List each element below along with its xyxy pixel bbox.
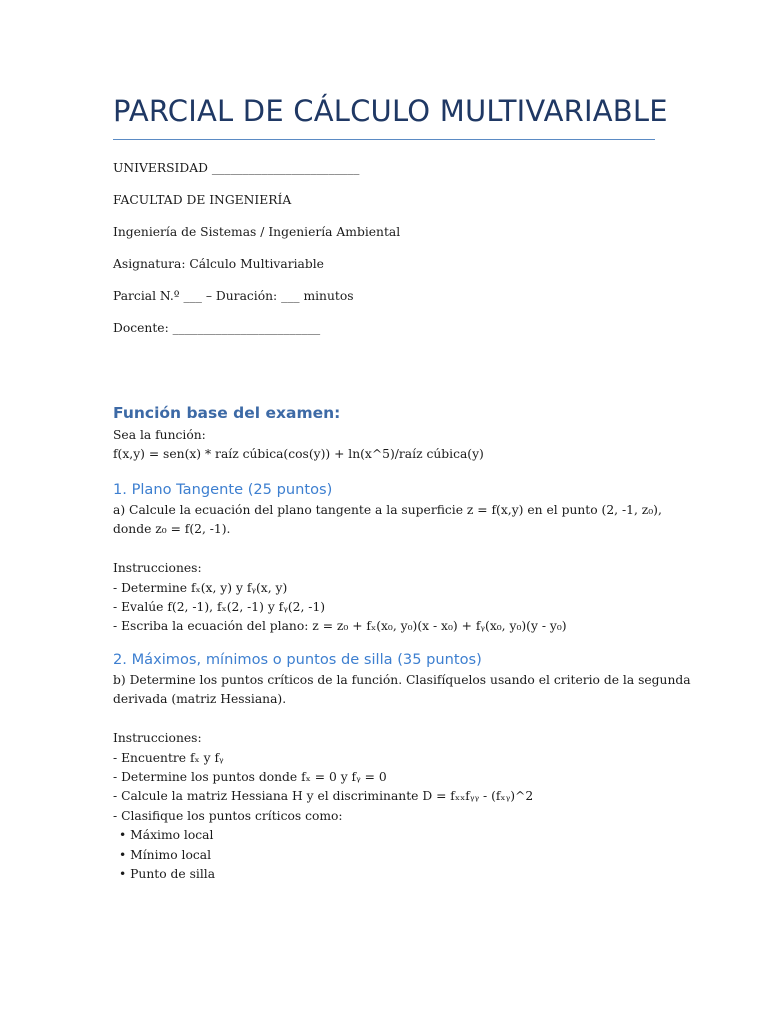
- q2-statement-cont: derivada (matriz Hessiana).: [113, 692, 287, 707]
- question-1-heading: 1. Plano Tangente (25 puntos): [113, 481, 333, 498]
- q2-instruction: - Determine los puntos donde fₓ = 0 y fᵧ = 0: [113, 770, 387, 785]
- base-function-block: [113, 426, 673, 465]
- teacher-line: Docente: ________________________: [113, 321, 321, 335]
- question-1-block: [113, 501, 673, 637]
- subject-line: Asignatura: Cálculo Multivariable: [113, 257, 324, 271]
- q1-instruction: - Evalúe f(2, -1), fₓ(2, -1) y fᵧ(2, -1): [113, 600, 326, 615]
- title-underline: [113, 139, 655, 140]
- university-line: UNIVERSIDAD ________________________: [113, 161, 360, 175]
- q2-instruction: - Encuentre fₓ y fᵧ: [113, 750, 224, 765]
- exam-number-line: Parcial N.º ___ – Duración: ___ minutos: [113, 289, 354, 303]
- q2-classification-item: • Mínimo local: [119, 847, 211, 862]
- faculty-line: FACULTAD DE INGENIERÍA: [113, 193, 292, 207]
- q2-instruction: - Clasifique los puntos críticos como:: [113, 808, 343, 823]
- q2-statement: b) Determine los puntos críticos de la función. Clasifíquelos usando el criterio de la segunda: [113, 673, 691, 687]
- q2-classification-item: • Máximo local: [119, 828, 214, 843]
- q2-classification-item: • Punto de silla: [119, 867, 216, 882]
- base-function-heading: Función base del examen:: [113, 404, 341, 422]
- question-2-heading: 2. Máximos, mínimos o puntos de silla (35 puntos): [113, 651, 482, 668]
- base-function: f(x,y) = sen(x) * raíz cúbica(cos(y)) + ln(x^5)/raíz cúbica(y): [113, 447, 484, 462]
- q1-instruction: - Escriba la ecuación del plano: z = z₀ + fₓ(x₀, y₀)(x - x₀) + fᵧ(x₀, y₀)(y - y₀): [113, 619, 567, 634]
- q1-instruction: - Determine fₓ(x, y) y fᵧ(x, y): [113, 580, 288, 595]
- q2-instruction: - Calcule la matriz Hessiana H y el discriminante D = fₓₓfᵧᵧ - (fₓᵧ)^2: [113, 789, 534, 804]
- question-2-block: [113, 671, 691, 884]
- base-intro: Sea la función:: [113, 428, 206, 442]
- q1-statement: a) Calcule la ecuación del plano tangente a la superficie z = f(x,y) en el punto (2, -1, z₀),: [113, 503, 662, 517]
- q2-instructions-label: Instrucciones:: [113, 731, 202, 746]
- q1-statement-cont: donde z₀ = f(2, -1).: [113, 522, 231, 537]
- q1-instructions-label: Instrucciones:: [113, 561, 202, 576]
- page-title: PARCIAL DE CÁLCULO MULTIVARIABLE: [113, 94, 668, 128]
- programs-line: Ingeniería de Sistemas / Ingeniería Ambiental: [113, 225, 401, 239]
